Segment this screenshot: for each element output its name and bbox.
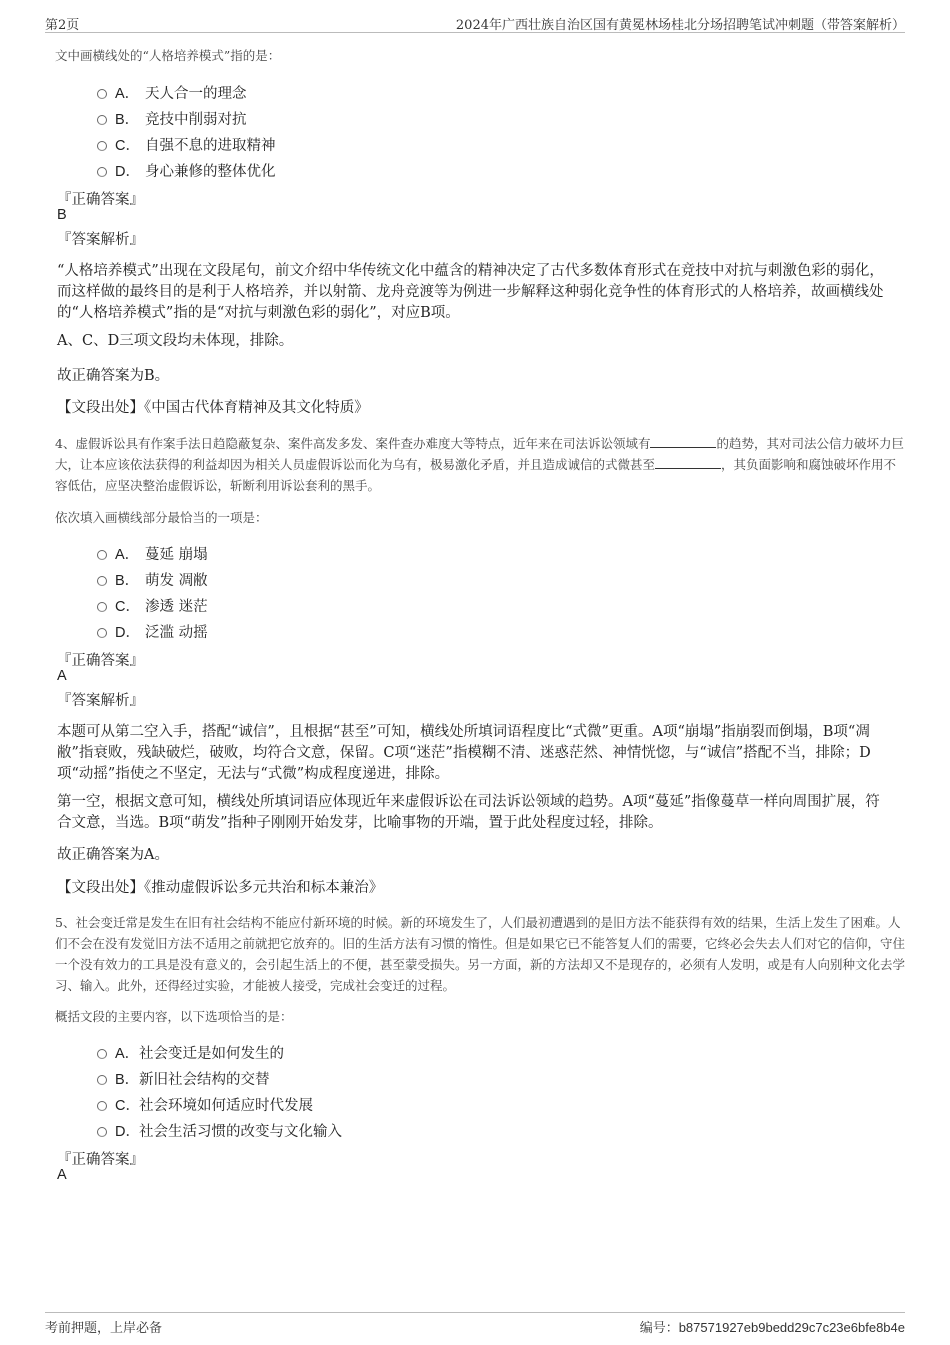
q3-option-c[interactable]: C． 自强不息的进取精神 — [97, 134, 276, 155]
q3-prompt: 文中画横线处的“人格培养模式”指的是： — [55, 48, 281, 63]
radio-icon[interactable] — [97, 141, 107, 151]
q4-analysis-p2: 第一空，根据文意可知，横线处所填词语应体现近年来虚假诉讼在司法诉讼领域的趋势。A项“蔓延”指像蔓草一样向周围扩展，符合文意，当选。B项“萌发”指种子刚刚开始发芽，比喻事物的开端，置于此处程度过轻，排除。 — [57, 794, 880, 831]
q3-source: 【文段出处】《中国古代体育精神及其文化特质》 — [57, 400, 369, 416]
fill-blank-1 — [650, 435, 716, 448]
document-title: 2024年广西壮族自治区国有黄冕林场桂北分场招聘笔试冲刺题（带答案解析） — [455, 18, 905, 33]
q4-prompt: 依次填入画横线部分最恰当的一项是： — [55, 510, 268, 525]
radio-icon[interactable] — [97, 1049, 107, 1059]
q3-option-b[interactable]: B． 竞技中削弱对抗 — [97, 108, 247, 129]
q4-question-text: 4、虚假诉讼具有作案手法日趋隐蔽复杂、案件高发多发、案件查办难度大等特点，近年来在司法诉讼领域有 的趋势，其对司法公信力破坏力巨大，让本应该依法获得的利益却因为相关人员虚假诉讼而化为乌有，极易激化矛盾，并且造成诚信的式微甚至 ，其负面影响和腐蚀破坏作用不容低估，应坚决整治虚假诉讼，斩断利用诉讼套利的黑手。 — [55, 436, 904, 493]
q4-answer: A — [57, 668, 67, 684]
radio-icon[interactable] — [97, 602, 107, 612]
q3-analysis-p3: 故正确答案为B。 — [57, 368, 170, 384]
q5-answer-heading: 『正确答案』 — [57, 1152, 144, 1168]
radio-icon[interactable] — [97, 1101, 107, 1111]
radio-icon[interactable] — [97, 1075, 107, 1085]
radio-icon[interactable] — [97, 115, 107, 125]
radio-icon[interactable] — [97, 167, 107, 177]
radio-icon[interactable] — [97, 1127, 107, 1137]
q5-question-text: 5、社会变迁常是发生在旧有社会结构不能应付新环境的时候。新的环境发生了，人们最初遭遇到的是旧方法不能获得有效的结果，生活上发生了困难。人们不会在没有发觉旧方法不适用之前就把它放弃的。旧的生活方法有习惯的惰性。但是如果它已不能答复人们的需要，它终必会失去人们对它的信仰，守住一个没有效力的工具是没有意义的，会引起生活上的不便，甚至蒙受损失。另一方面，新的方法却又不是现存的，必须有人发明，或是有人向别种文化去学习、输入。此外，还得经过实验，才能被人接受，完成社会变迁的过程。 — [55, 915, 906, 993]
q5-prompt: 概括文段的主要内容，以下选项恰当的是： — [55, 1009, 293, 1024]
q4-option-a[interactable]: A． 蔓延 崩塌 — [97, 543, 208, 564]
q5-option-d[interactable]: D．社会生活习惯的改变与文化输入 — [97, 1120, 342, 1141]
radio-icon[interactable] — [97, 89, 107, 99]
q3-answer-heading: 『正确答案』 — [57, 192, 144, 208]
page-number: 第2页 — [45, 18, 80, 33]
q3-analysis-p2: A、C、D三项文段均未体现，排除。 — [57, 333, 294, 349]
q5-option-c[interactable]: C．社会环境如何适应时代发展 — [97, 1094, 313, 1115]
page-footer — [45, 1312, 905, 1337]
fill-blank-2 — [655, 456, 721, 469]
page-header — [45, 12, 905, 33]
radio-icon[interactable] — [97, 550, 107, 560]
q5-option-a[interactable]: A．社会变迁是如何发生的 — [97, 1042, 284, 1063]
q4-answer-heading: 『正确答案』 — [57, 653, 144, 669]
radio-icon[interactable] — [97, 576, 107, 586]
q5-answer: A — [57, 1167, 67, 1183]
radio-icon[interactable] — [97, 628, 107, 638]
q4-option-c[interactable]: C． 渗透 迷茫 — [97, 595, 208, 616]
q4-option-d[interactable]: D． 泛滥 动摇 — [97, 621, 208, 642]
document-id: 编号：b87571927eb9bedd29c7c23e6bfe8b4e — [639, 1320, 905, 1335]
q3-option-a[interactable]: A． 天人合一的理念 — [97, 82, 247, 103]
q4-source: 【文段出处】《推动虚假诉讼多元共治和标本兼治》 — [57, 880, 384, 896]
q3-analysis-p1: “人格培养模式”出现在文段尾句，前文介绍中华传统文化中蕴含的精神决定了古代多数体育形式在竞技中对抗与刺激色彩的弱化，而这样做的最终目的是利于人格培养，并以射箭、龙舟竞渡等为例进一步解释这种弱化竞争性的体育形式的人格培养，故画横线处的“人格培养模式”指的是“对抗与刺激色彩的弱化”，对应B项。 — [57, 263, 884, 321]
q3-option-d[interactable]: D． 身心兼修的整体优化 — [97, 160, 276, 181]
q5-option-b[interactable]: B．新旧社会结构的交替 — [97, 1068, 270, 1089]
q3-answer: B — [57, 207, 67, 223]
q4-analysis-p3: 故正确答案为A。 — [57, 847, 169, 863]
q4-analysis-p1: 本题可从第二空入手，搭配“诚信”，且根据“甚至”可知，横线处所填词语程度比“式微”更重。A项“崩塌”指崩裂而倒塌，B项“凋敝”指衰败，残缺破烂，破败，均符合文意，保留。C项“迷茫”指模糊不清、迷惑茫然、神情恍惚，与“诚信”搭配不当，排除；D项“动摇”指使之不坚定，无法与“式微”构成程度递进，排除。 — [57, 724, 871, 782]
q4-analysis-heading: 『答案解析』 — [57, 693, 144, 709]
q3-analysis-heading: 『答案解析』 — [57, 232, 144, 248]
q4-option-b[interactable]: B． 萌发 凋敝 — [97, 569, 208, 590]
footer-slogan: 考前押题，上岸必备 — [45, 1321, 163, 1336]
